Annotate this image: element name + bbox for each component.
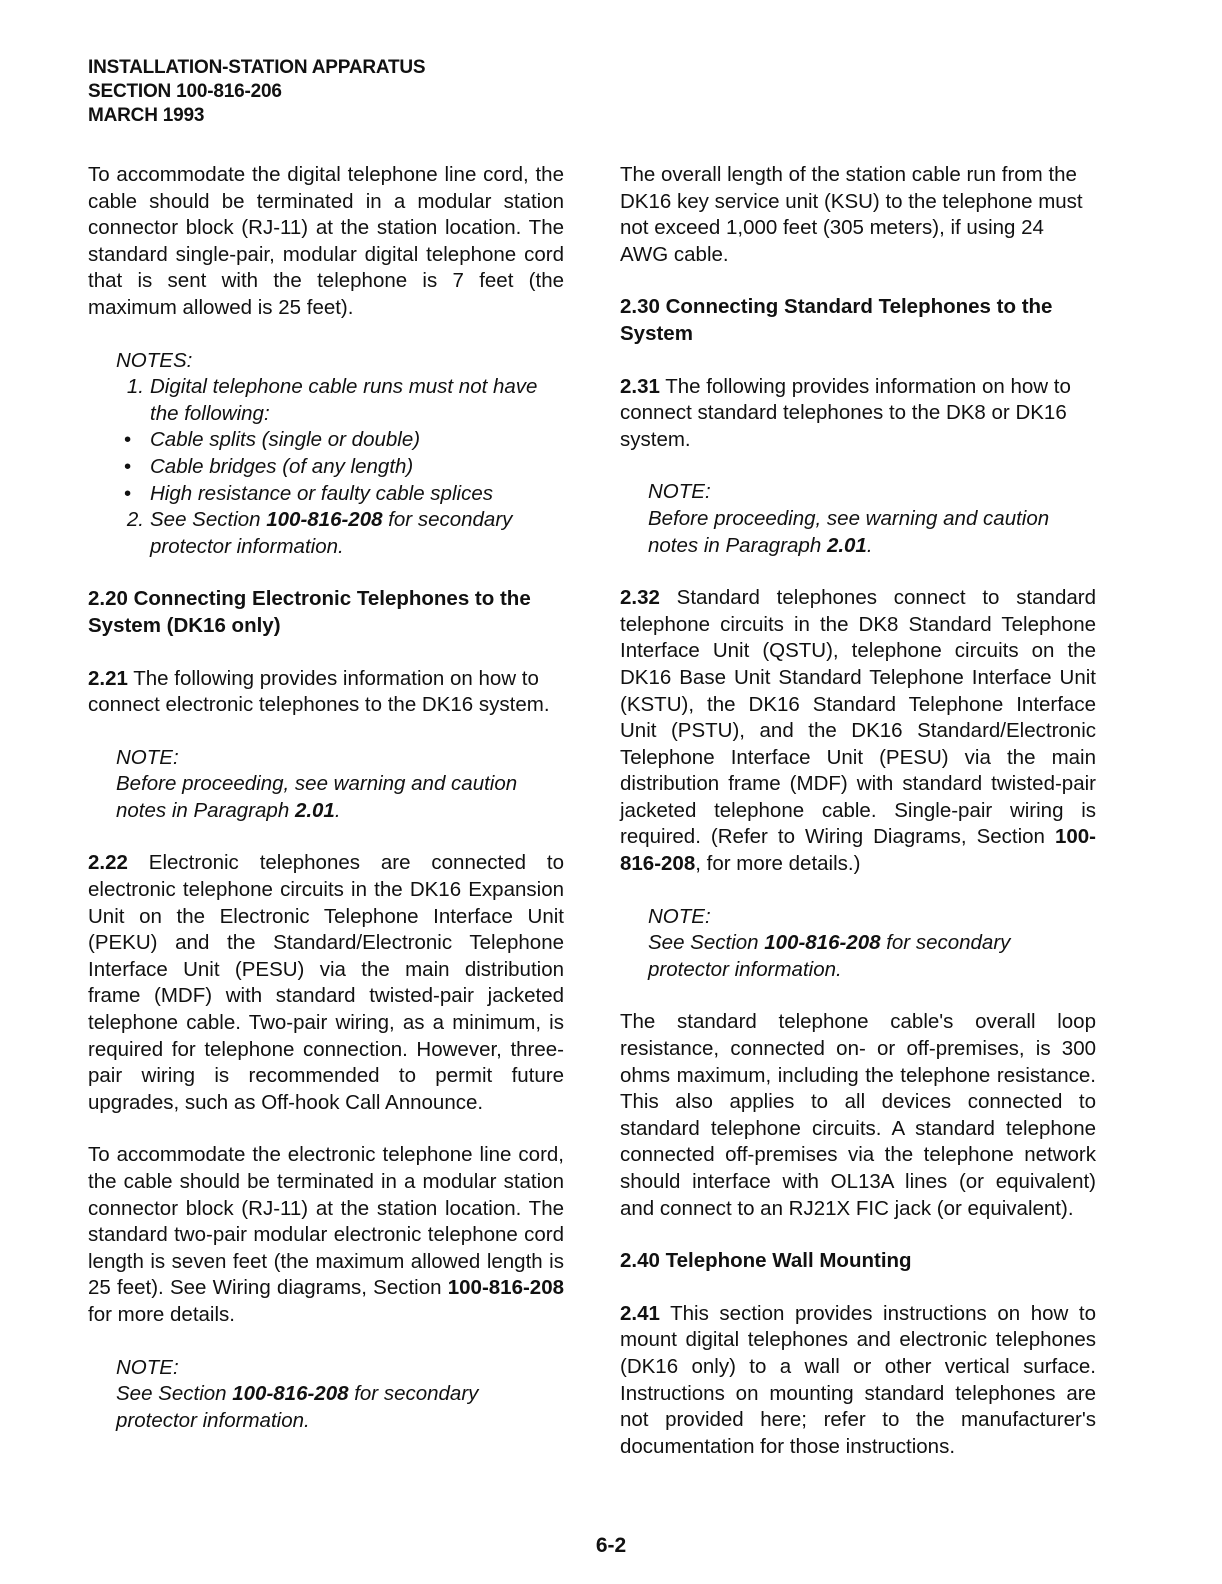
note-item: • Cable splits (single or double) (124, 428, 421, 452)
paragraph-loop-resistance: The standard telephone cable's overall loop resistance, connected on- or off-premises, is 300 ohms maximum, including the telephone resistance. This also applies to all devices connected to standard telephone circuits. A standard telephone connected off-premises via the telephone network should interface with OL13A lines (or equivalent) and connect to an RJ21X FIC jack (or equivalent). (620, 1010, 1096, 1220)
note-block (648, 904, 1096, 984)
right-column (620, 162, 1096, 1486)
note-title: NOTE: (116, 1355, 179, 1379)
section-ref: 100-816-208 (266, 508, 383, 532)
section-ref: 100-816-208 (447, 1276, 564, 1300)
paragraph-2-32: 2.32 Standard telephones connect to standard telephone circuits in the DK8 Standard Telephone Interface Unit (QSTU), telephone circuits on the DK16 Base Unit Standard Telephone Interface Unit (KSTU), the DK16 Standard Telephone Interface Unit (PSTU), and the DK16 Standard/Electronic Telephone Interface Unit (PESU) via the main distribution frame (MDF) with standard twisted-pair jacketed telephone cable. Single-pair wiring is required. (Refer to Wiring Diagrams, Section 100-816-208, for more details.) (620, 586, 1096, 876)
note-item: • Cable bridges (of any length) (124, 454, 414, 478)
paragraph-ref: 2.01 (826, 533, 867, 557)
note-text: See Section 100-816-208 for secondary protector information. (116, 1382, 479, 1432)
page-header (88, 56, 425, 128)
heading-2-30: 2.30 Connecting Standard Telephones to the System (620, 295, 1053, 345)
paragraph-ref: 2.01 (294, 798, 335, 822)
section-ref: 100-816-208 (764, 931, 881, 955)
heading-2-20: 2.20 Connecting Electronic Telephones to the System (DK16 only) (88, 587, 531, 637)
paragraph-2-31: 2.31 The following provides information on how to connect standard telephones to the DK8 or DK16 system. (620, 374, 1071, 451)
note-block (116, 745, 564, 825)
paragraph-2-21: 2.21 The following provides information on how to connect electronic telephones to the DK16 system. (88, 666, 550, 717)
note-block (116, 1355, 564, 1435)
page-number: 6-2 (595, 1534, 627, 1557)
note-item: • High resistance or faulty cable splices (124, 481, 493, 505)
header-title: INSTALLATION-STATION APPARATUS (88, 57, 426, 78)
paragraph-electronic-cord: To accommodate the electronic telephone line cord, the cable should be terminated in a modular station connector block (RJ-11) at the station location. The standard two-pair modular electronic telephone cord length is seven feet (the maximum allowed length is 25 feet). See Wiring diagrams, Section 100-816-208 for more details. (88, 1143, 564, 1326)
note-item: 1. Digital telephone cable runs must not have the following: (126, 375, 538, 425)
note-title: NOTE: (116, 745, 179, 769)
note-text: Before proceeding, see warning and caution notes in Paragraph 2.01. (648, 506, 1050, 557)
note-text: See Section 100-816-208 for secondary protector information. (648, 931, 1011, 981)
note-title: NOTE: (648, 904, 711, 928)
note-title: NOTE: (648, 480, 711, 504)
paragraph-2-22: 2.22 Electronic telephones are connected to electronic telephone circuits in the DK16 Expansion Unit on the Electronic Telephone Interface Unit (PEKU) and the Standard/Electronic Telephone Interface Unit (PESU) via the main distribution frame (MDF) with standard twisted-pair jacketed telephone cable. Two-pair wiring, as a minimum, is required for telephone connection. However, three-pair wiring is recommended to permit future upgrades, such as Off-hook Call Announce. (88, 851, 564, 1114)
notes-block (116, 348, 564, 561)
paragraph-cable-length: The overall length of the station cable run from the DK16 key service unit (KSU) to the telephone must not exceed 1,000 feet (305 meters), if using 24 AWG cable. (620, 163, 1083, 266)
paragraph-digital-cord: To accommodate the digital telephone line cord, the cable should be terminated in a modular station connector block (RJ-11) at the station location. The standard single-pair, modular digital telephone cord that is sent with the telephone is 7 feet (the maximum allowed is 25 feet). (88, 163, 564, 319)
note-item: 2. See Section 100-816-208 for secondary protector information. (126, 508, 513, 558)
notes-title: NOTES: (116, 348, 193, 372)
left-column (88, 162, 564, 1460)
note-block (648, 479, 1096, 559)
header-section: SECTION 100-816-206 (88, 81, 282, 102)
section-ref: 100-816-208 (232, 1382, 349, 1406)
notes-list (116, 374, 564, 560)
section-ref: 100-816-208 (620, 825, 1096, 876)
note-text: Before proceeding, see warning and caution notes in Paragraph 2.01. (116, 772, 518, 822)
paragraph-2-41: 2.41 This section provides instructions on how to mount digital telephones and electronic telephones (DK16 only) to a wall or other vertical surface. Instructions on mounting standard telephones are not provided here; refer to the manufacturer's documentation for those instructions. (620, 1301, 1096, 1458)
heading-2-40: 2.40 Telephone Wall Mounting (620, 1249, 912, 1273)
header-date: MARCH 1993 (88, 105, 205, 126)
